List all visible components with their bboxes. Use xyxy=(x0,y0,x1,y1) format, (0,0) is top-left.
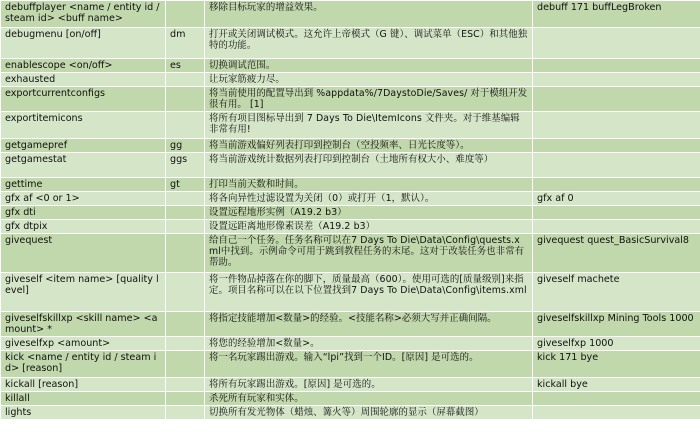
example-cell: givequest quest_BasicSurvival8 xyxy=(533,234,700,273)
alias-cell xyxy=(166,220,205,234)
example-cell: giveselfxp 1000 xyxy=(533,337,700,351)
description-cell: 切换所有发光物体（蜡烛、篝火等）周围轮廓的显示（屏幕截图） xyxy=(205,406,533,420)
example-cell: giveselfskillxp Mining Tools 1000 xyxy=(533,312,700,337)
command-cell: gfx dtpix xyxy=(1,220,166,234)
description-cell: 杀死所有玩家和实体。 xyxy=(205,392,533,406)
command-cell: exportitemicons xyxy=(1,112,166,139)
command-cell: lights xyxy=(1,406,166,420)
alias-cell: dm xyxy=(166,28,205,59)
command-cell: gfx dti xyxy=(1,206,166,220)
table-row xyxy=(1,378,700,392)
command-cell: gfx af <0 or 1> xyxy=(1,192,166,206)
table-row xyxy=(1,312,700,337)
alias-cell: es xyxy=(166,59,205,73)
table-row xyxy=(1,139,700,153)
alias-cell xyxy=(166,234,205,273)
table-row xyxy=(1,206,700,220)
description-cell: 将您的经验增加<数量>。 xyxy=(205,337,533,351)
command-cell: kickall [reason] xyxy=(1,378,166,392)
description-cell: 切换调试范围。 xyxy=(205,59,533,73)
alias-cell xyxy=(166,312,205,337)
command-cell: giveselfskillxp <skill name> <amount> * xyxy=(1,312,166,337)
table-row xyxy=(1,406,700,420)
alias-cell xyxy=(166,337,205,351)
command-cell: giveself <item name> [quality level] xyxy=(1,273,166,312)
alias-cell: gg xyxy=(166,139,205,153)
description-cell: 让玩家筋疲力尽。 xyxy=(205,73,533,87)
example-cell xyxy=(533,87,700,112)
example-cell: debuff 171 buffLegBroken xyxy=(533,1,700,28)
example-cell xyxy=(533,406,700,420)
alias-cell xyxy=(166,406,205,420)
example-cell: kick 171 bye xyxy=(533,351,700,378)
example-cell: kickall bye xyxy=(533,378,700,392)
table-row xyxy=(1,178,700,192)
description-cell: 给自己一个任务。任务名称可以在7 Days To Die\Data\Config\quests.xml中找到。示例命令可用于跳到教程任务的末尾。这对于改装任务也非常有帮助。 xyxy=(205,234,533,273)
description-cell: 将一名玩家踢出游戏。输入“lpi”找到一个ID。[原因] 是可选的。 xyxy=(205,351,533,378)
example-cell: giveself machete xyxy=(533,273,700,312)
table-row xyxy=(1,273,700,312)
description-cell: 设置远程地形实例（A19.2 b3） xyxy=(205,206,533,220)
alias-cell: gt xyxy=(166,178,205,192)
example-cell xyxy=(533,220,700,234)
example-cell xyxy=(533,59,700,73)
example-cell xyxy=(533,112,700,139)
table-row xyxy=(1,73,700,87)
example-cell xyxy=(533,178,700,192)
description-cell: 设置远距离地形像素误差（A19.2 b3） xyxy=(205,220,533,234)
table-row xyxy=(1,112,700,139)
command-cell: kick <name / entity id / steam id> [reason] xyxy=(1,351,166,378)
description-cell: 打印当前天数和时间。 xyxy=(205,178,533,192)
description-cell: 将所有项目图标导出到 7 Days To Die\ItemIcons 文件夹。对于维基编辑非常有用! xyxy=(205,112,533,139)
command-cell: getgamestat xyxy=(1,153,166,178)
example-cell xyxy=(533,139,700,153)
table-row xyxy=(1,1,700,28)
alias-cell xyxy=(166,378,205,392)
command-cell: debugmenu [on/off] xyxy=(1,28,166,59)
description-cell: 将当前使用的配置导出到 %appdata%/7DaystoDie/Saves/ 对于模组开发很有用。 [1] xyxy=(205,87,533,112)
command-cell: exhausted xyxy=(1,73,166,87)
command-cell: exportcurrentconfigs xyxy=(1,87,166,112)
description-cell: 将各向异性过滤设置为关闭（0）或打开（1，默认）。 xyxy=(205,192,533,206)
command-cell: debuffplayer <name / entity id / steam id> <buff name> xyxy=(1,1,166,28)
alias-cell xyxy=(166,1,205,28)
table-row xyxy=(1,392,700,406)
description-cell: 移除目标玩家的增益效果。 xyxy=(205,1,533,28)
alias-cell xyxy=(166,273,205,312)
table-row xyxy=(1,337,700,351)
table-row xyxy=(1,28,700,59)
alias-cell xyxy=(166,206,205,220)
description-cell: 将当前游戏统计数据列表打印到控制台（土地所有权大小、难度等） xyxy=(205,153,533,178)
description-cell: 将指定技能增加<数量>的经验。<技能名称>必须大写并正确间隔。 xyxy=(205,312,533,337)
example-cell xyxy=(533,73,700,87)
example-cell xyxy=(533,392,700,406)
alias-cell: ggs xyxy=(166,153,205,178)
table-row xyxy=(1,59,700,73)
description-cell: 将所有玩家踢出游戏。[原因] 是可选的。 xyxy=(205,378,533,392)
alias-cell xyxy=(166,87,205,112)
table-row xyxy=(1,351,700,378)
table-row xyxy=(1,234,700,273)
command-cell: killall xyxy=(1,392,166,406)
example-cell xyxy=(533,153,700,178)
command-cell: givequest xyxy=(1,234,166,273)
description-cell: 将一件物品掉落在你的脚下，质量最高（600）。使用可选的[质量级别]来指定。项目名称可以在以下位置找到7 Days To Die\Data\Config\items.xml xyxy=(205,273,533,312)
alias-cell xyxy=(166,192,205,206)
description-cell: 打开或关闭调试模式。这允许上帝模式（G 键）、调试菜单（ESC）和其他独特的功能。 xyxy=(205,28,533,59)
example-cell xyxy=(533,206,700,220)
table-row xyxy=(1,87,700,112)
table-row xyxy=(1,192,700,206)
command-cell: getgamepref xyxy=(1,139,166,153)
command-cell: enablescope <on/off> xyxy=(1,59,166,73)
table-row xyxy=(1,220,700,234)
example-cell: gfx af 0 xyxy=(533,192,700,206)
command-cell: gettime xyxy=(1,178,166,192)
alias-cell xyxy=(166,392,205,406)
alias-cell xyxy=(166,351,205,378)
description-cell: 将当前游戏偏好列表打印到控制台（空投频率、日光长度等）。 xyxy=(205,139,533,153)
example-cell xyxy=(533,28,700,59)
command-cell: giveselfxp <amount> xyxy=(1,337,166,351)
table-row xyxy=(1,153,700,178)
alias-cell xyxy=(166,112,205,139)
alias-cell xyxy=(166,73,205,87)
